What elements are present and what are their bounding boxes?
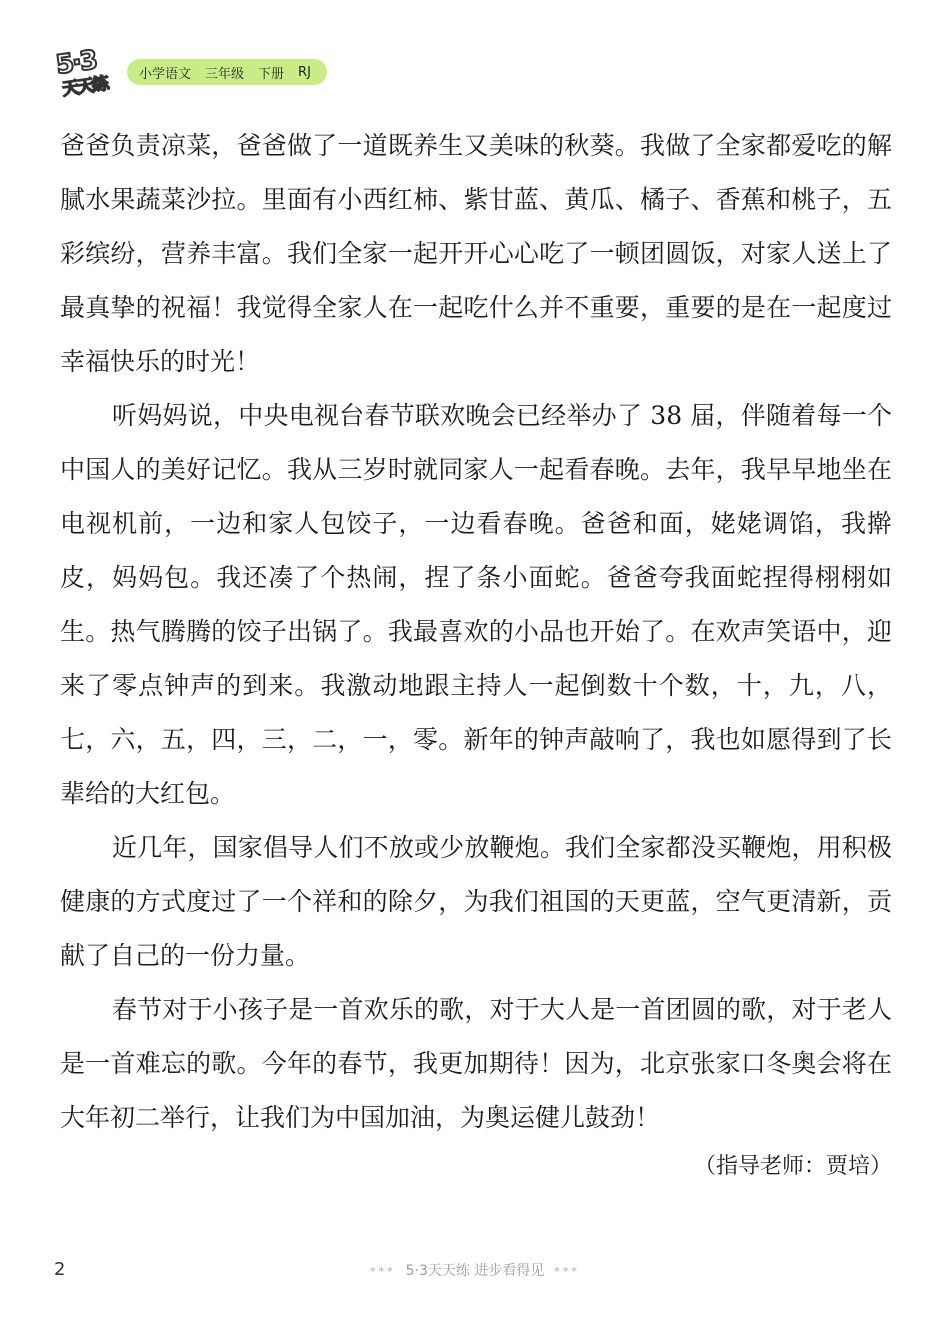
paragraph-3: 近几年，国家倡导人们不放或少放鞭炮。我们全家都没买鞭炮，用积极健康的方式度过了一个祥和的除夕，为我们祖国的天更蓝，空气更清新，贡献了自己的一份力量。 xyxy=(60,833,892,970)
book-info-badge xyxy=(127,59,327,85)
essay-body xyxy=(60,119,892,1145)
subject-label: 小学语文 xyxy=(139,66,192,82)
logo-text: 天天练 xyxy=(61,73,109,101)
paragraph-1: 爸爸负责凉菜，爸爸做了一道既养生又美味的秋葵。我做了全家都爱吃的解腻水果蔬菜沙拉。里面有小西红柿、紫甘蓝、黄瓜、橘子、香蕉和桃子，五彩缤纷，营养丰富。我们全家一起开开心心吃了一顿团圆饭，对家人送上了最真挚的祝福！我觉得全家人在一起吃什么并不重要，重要的是在一起度过幸福快乐的时光！ xyxy=(60,131,892,376)
stars-right-icon: *** xyxy=(554,1265,580,1278)
page-header xyxy=(52,45,372,101)
edition-label: RJ xyxy=(298,64,311,80)
paragraph-4: 春节对于小孩子是一首欢乐的歌，对于大人是一首团圆的歌，对于老人是一首难忘的歌。今年的春节，我更加期待！因为，北京张家口冬奥会将在大年初二举行，让我们为中国加油，为奥运健儿鼓劲！ xyxy=(60,995,892,1132)
paragraph-2: 听妈妈说，中央电视台春节联欢晚会已经举办了 38 届，伴随着每一个中国人的美好记忆。我从三岁时就同家人一起看春晚。去年，我早早地坐在电视机前，一边和家人包饺子，一边看春晚。爸爸和面，姥姥调馅，我擀皮，妈妈包。我还凑了个热闹，捏了条小面蛇。爸爸夸我面蛇捏得栩栩如生。热气腾腾的饺子出锅了。我最喜欢的小品也开始了。在欢声笑语中，迎来了零点钟声的到来。我激动地跟主持人一起倒数十个数，十，九，八，七，六，五，四，三，二，一，零。新年的钟声敲响了，我也如愿得到了长辈给的大红包。 xyxy=(60,401,892,808)
brand-logo xyxy=(52,45,124,101)
slogan-text: 5·3天天练 进步看得见 xyxy=(405,1263,545,1279)
teacher-signature: （指导老师：贾培） xyxy=(693,1154,892,1179)
stars-left-icon: *** xyxy=(370,1265,396,1278)
volume-label: 下册 xyxy=(258,66,285,82)
grade-label: 三年级 xyxy=(205,66,245,82)
logo-number: 5·3 xyxy=(54,45,98,81)
footer-slogan xyxy=(0,1260,950,1280)
page-number: 2 xyxy=(54,1259,66,1280)
